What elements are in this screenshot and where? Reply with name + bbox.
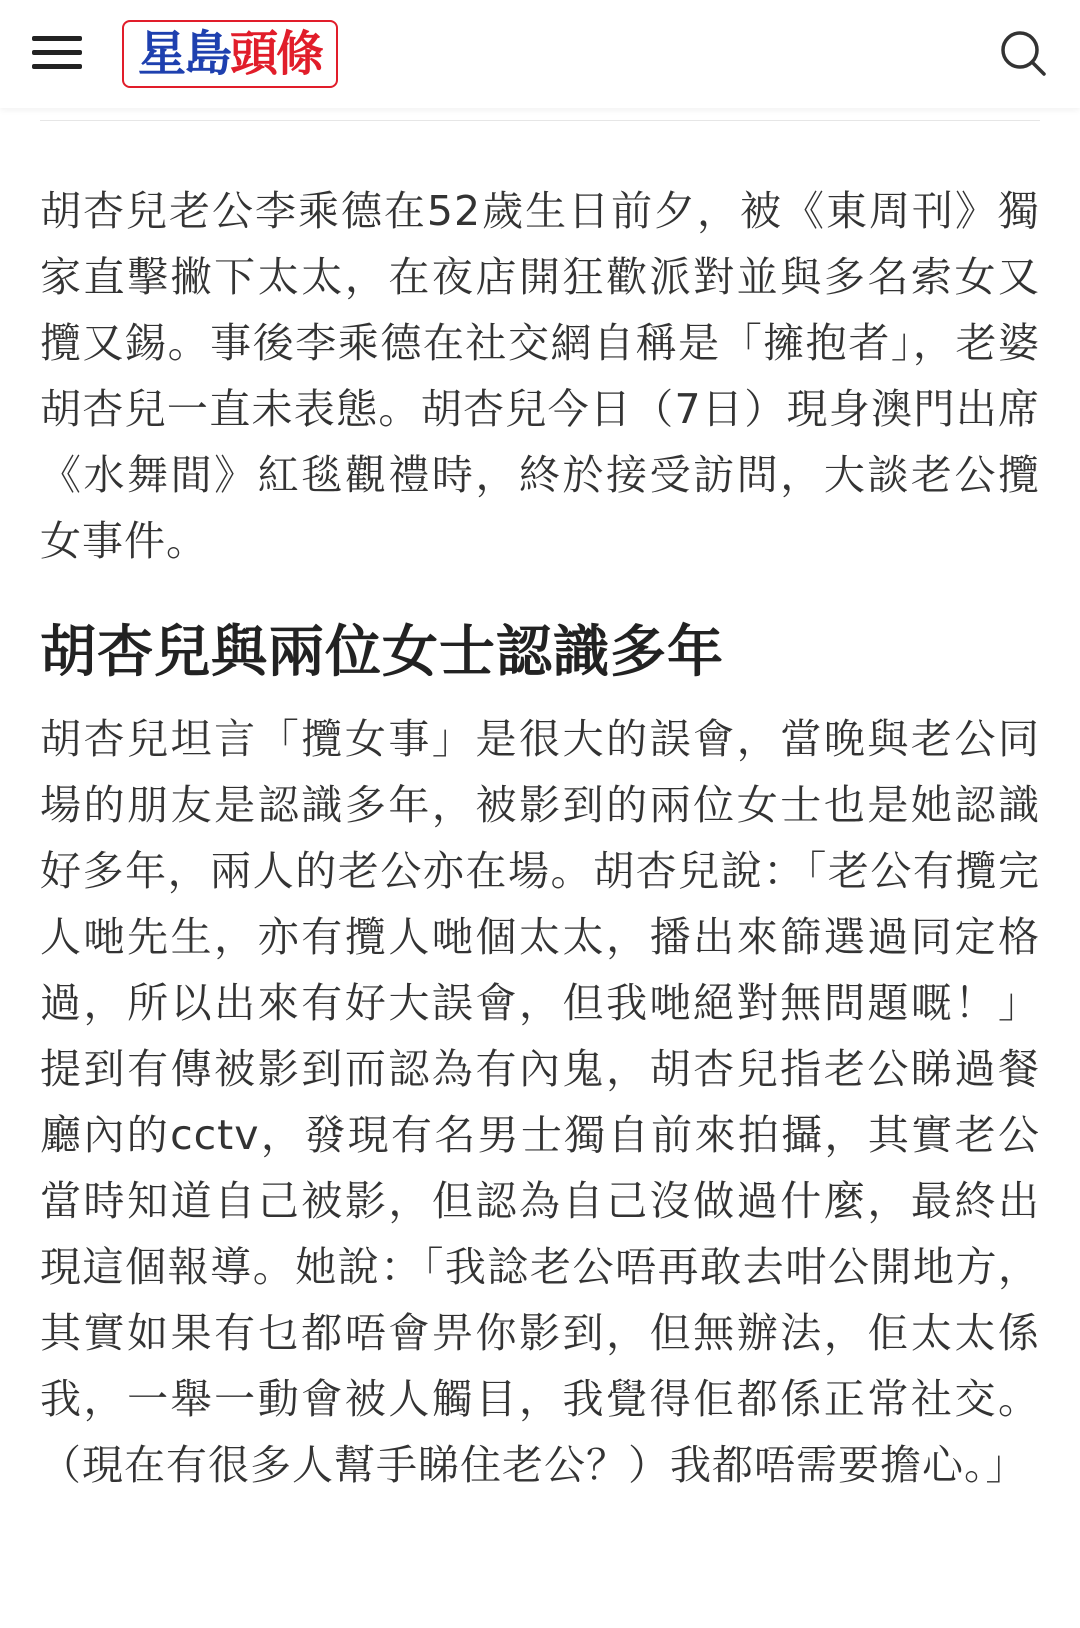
header-divider <box>40 120 1040 121</box>
logo-text-red: 頭條 <box>230 26 323 82</box>
search-icon[interactable] <box>998 28 1050 80</box>
article-paragraph: 胡杏兒老公李乘德在52歲生日前夕，被《東周刊》獨家直擊撇下太太，在夜店開狂歡派對並與多名索女又攬又錫。事後李乘德在社交網自稱是「擁抱者」，老婆胡杏兒一直未表態。胡杏兒今日（7日）現身澳門出席《水舞間》紅毯觀禮時，終於接受訪問，大談老公攬女事件。 <box>40 187 1040 565</box>
top-header <box>0 0 1080 108</box>
logo-text-blue: 星島 <box>137 26 230 82</box>
menu-bar <box>32 64 82 69</box>
article-body <box>40 178 1040 1498</box>
hamburger-menu-icon[interactable] <box>32 30 82 74</box>
menu-bar <box>32 36 82 41</box>
site-logo[interactable] <box>122 20 338 88</box>
article-paragraph: 胡杏兒坦言「攬女事」是很大的誤會，當晚與老公同場的朋友是認識多年，被影到的兩位女士也是她認識好多年，兩人的老公亦在場。胡杏兒說：「老公有攬完人哋先生，亦有攬人哋個太太，播出來篩選過同定格過，所以出來有好大誤會，但我哋絕對無問題嘅！」提到有傳被影到而認為有內鬼，胡杏兒指老公睇過餐廳內的cctv，發現有名男士獨自前來拍攝，其實老公當時知道自己被影，但認為自己沒做過什麼，最終出現這個報導。她說：「我諗老公唔再敢去咁公開地方，其實如果有乜都唔會畀你影到，但無辦法，佢太太係我，一舉一動會被人觸目，我覺得佢都係正常社交。（現在有很多人幫手睇住老公？）我都唔需要擔心。」 <box>40 715 1040 1489</box>
article-subheading: 胡杏兒與兩位女士認識多年 <box>40 620 724 685</box>
menu-bar <box>32 50 82 55</box>
